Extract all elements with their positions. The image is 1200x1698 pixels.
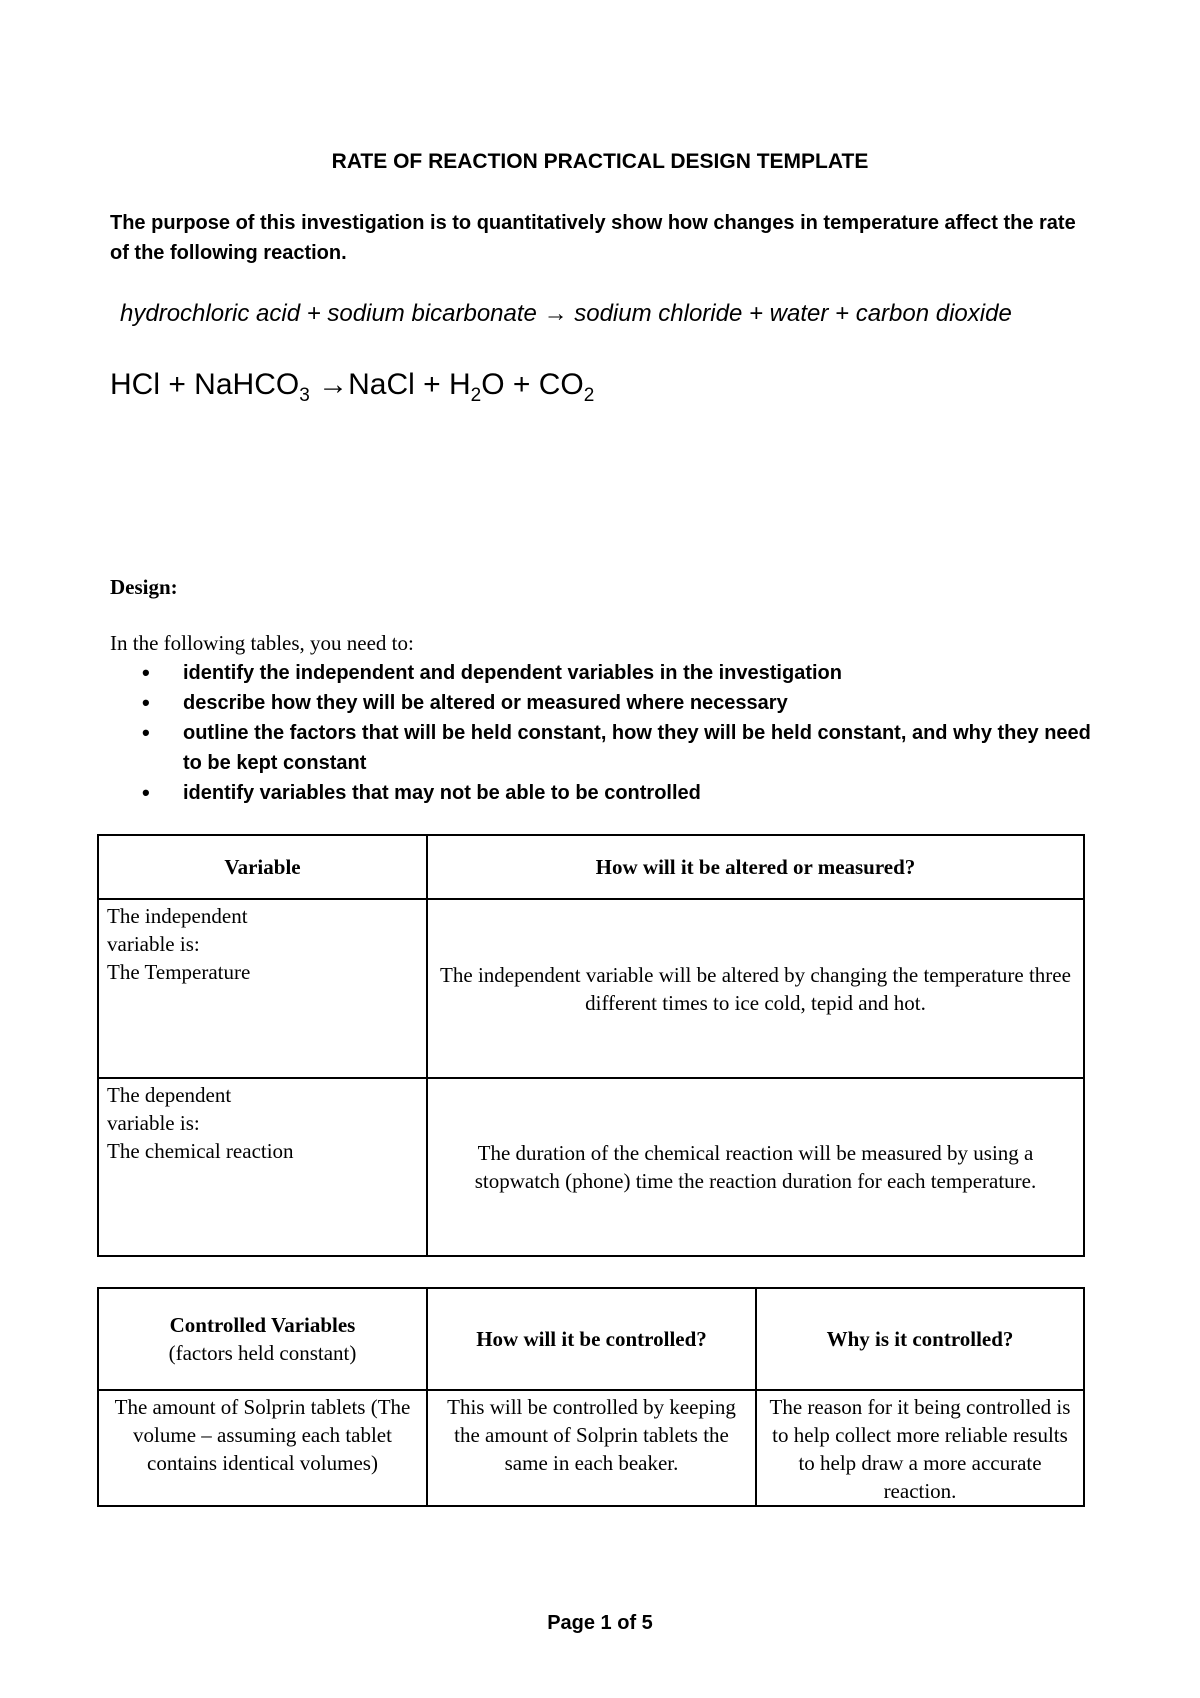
table-header-row xyxy=(98,1288,1084,1390)
instructions-list xyxy=(110,658,1095,808)
equation-products: O + CO xyxy=(481,368,584,401)
document-title: RATE OF REACTION PRACTICAL DESIGN TEMPLATE xyxy=(331,150,869,173)
equation-subscript: 2 xyxy=(583,385,595,406)
variable-line: variable is: xyxy=(107,1111,200,1135)
control-reason-cell: The reason for it being controlled is to help collect more reliable results to help draw a more accurate reaction. xyxy=(756,1390,1084,1506)
control-method-cell: This will be controlled by keeping the amount of Solprin tablets the same in each beaker. xyxy=(427,1390,756,1506)
variable-line: The Temperature xyxy=(107,960,251,984)
table-row xyxy=(98,1078,1084,1256)
equation-arrow-products: →NaCl + H xyxy=(309,368,471,401)
design-heading: Design: xyxy=(110,575,178,599)
controlled-variable-cell: The amount of Solprin tablets (The volume – assuming each tablet contains identical volumes) xyxy=(98,1390,427,1506)
method-cell: The independent variable will be altered by changing the temperature three different times to ice cold, tepid and hot. xyxy=(427,899,1084,1078)
column-header: Why is it controlled? xyxy=(756,1288,1084,1390)
column-header xyxy=(98,1288,427,1390)
table-row xyxy=(98,899,1084,1078)
equation-subscript: 3 xyxy=(299,385,310,406)
variables-table xyxy=(97,834,1085,1257)
instructions-intro: In the following tables, you need to: xyxy=(110,631,414,655)
list-item: • identify the independent and dependent variables in the investigation xyxy=(110,658,1095,688)
column-header: How will it be controlled? xyxy=(427,1288,756,1390)
variable-line: The independent xyxy=(107,904,248,928)
column-header: Variable xyxy=(98,835,427,899)
table-header-row xyxy=(98,835,1084,899)
word-equation: hydrochloric acid + sodium bicarbonate → sodium chloride + water + carbon dioxide xyxy=(120,300,1012,327)
variable-cell xyxy=(98,1078,427,1256)
list-item: • outline the factors that will be held constant, how they will be held constant, and why they need to be kept constant xyxy=(110,718,1095,778)
variable-line: The chemical reaction xyxy=(107,1139,294,1163)
method-cell: The duration of the chemical reaction will be measured by using a stopwatch (phone) time the reaction duration for each temperature. xyxy=(427,1078,1084,1256)
variable-cell xyxy=(98,899,427,1078)
page-number: Page 1 of 5 xyxy=(547,1612,653,1634)
equation-reactants: HCl + NaHCO xyxy=(110,368,300,401)
column-header-sub: (factors held constant) xyxy=(168,1341,357,1365)
purpose-statement: The purpose of this investigation is to quantitatively show how changes in temperature affect the rate of the following reaction. xyxy=(110,212,1076,264)
table-row xyxy=(98,1390,1084,1506)
variable-line: The dependent xyxy=(107,1083,232,1107)
column-header: How will it be altered or measured? xyxy=(427,835,1084,899)
list-item: • identify variables that may not be able to be controlled xyxy=(110,778,1095,808)
variable-line: variable is: xyxy=(107,932,200,956)
column-header-main: Controlled Variables xyxy=(169,1313,356,1337)
equation-subscript: 2 xyxy=(470,385,482,406)
symbol-equation xyxy=(110,368,594,407)
list-item: • describe how they will be altered or measured where necessary xyxy=(110,688,1095,718)
controlled-variables-table xyxy=(97,1287,1085,1507)
